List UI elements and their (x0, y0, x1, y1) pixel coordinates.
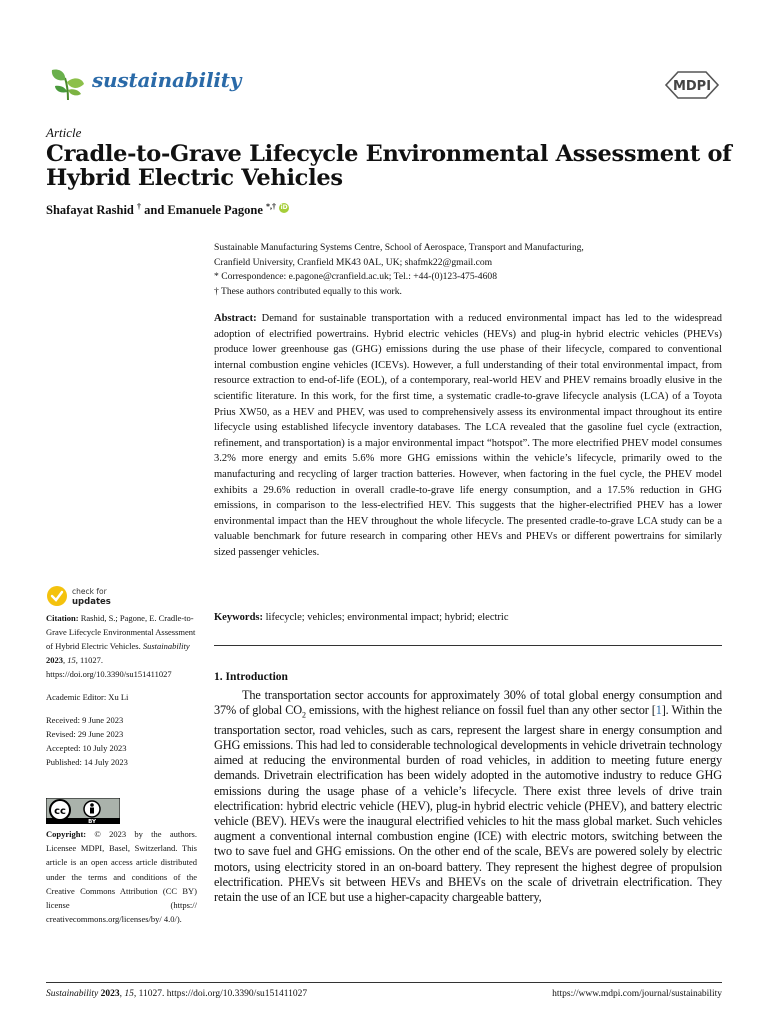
footer-doi[interactable]: , 11027. https://doi.org/10.3390/su151411027 (133, 989, 308, 999)
mdpi-logo-text: MDPI (672, 79, 712, 94)
mdpi-logo-icon (664, 68, 720, 102)
keywords-label: Keywords: (214, 612, 263, 623)
citation-text: Rashid, S.; Pagone, E. Cradle-to-Grave Lifecycle Environmental Assessment of Hybrid Electric Vehicles. (46, 613, 196, 651)
published-date: Published: 14 July 2023 (46, 757, 128, 767)
introduction-body (214, 688, 722, 905)
author-name: Emanuele Pagone (167, 203, 263, 218)
footer-text: , (119, 989, 125, 999)
footer-divider (46, 982, 722, 983)
abstract-text: Demand for sustainable transportation with a reduced environmental impact has led to the widespread adoption of electrified powertrains. Hybrid electric vehicles (HEVs) and plug-in hybrid electric vehicles (PHEVs) produce lower greenhouse gas (GHG) emissions during the use phase of their lifecycle, compared to conventional internal combustion engine vehicles (ICEVs). However, a full understanding of their total environmental impact, from resource extraction to end-of-life (EOL), of a contemporary, real-world HEV and PHEV remains broadly elusive in the scientific literature. In this work, for the first time, a systematic cradle-to-grave lifecycle analysis (LCA) of a Toyota Prius XW50, as a HEV and PHEV, was used to comprehensively assess its environmental impact throughout its entire lifecycle using established lifecycle inventory databases. The LCA revealed that the gasoline fuel cycle (extraction, refinement, and transportation) is a major environmental impact “hotspot”. The more electrified PHEV model consumes 3.2% more energy and emits 5.6% more GHG emissions within the vehicle’s lifecycle, primarily owed to the manufacturing and recycling of larger traction batteries. However, when factoring in the fuel cycle, the PHEV model exhibits a 29.6% reduction in overall cradle-to-grave life energy consumption, and a 17.5% reduction in GHG emissions, in comparison to the less-electrified HEV. This suggests that the higher-electrified PHEV has a lower environmental impact than the HEV throughout the whole lifecycle. The presented cradle-to-grave LCA study can be a valuable benchmark for future research in comparing other HEVs and PHEVs or different powertrains for similarly sized passenger vehicles. (214, 313, 722, 558)
cc-by-label: BY (88, 819, 96, 824)
citation-block (46, 611, 198, 681)
cc-by-license-badge[interactable] (46, 798, 120, 824)
citation-label: Citation: (46, 613, 79, 623)
author-separator: and (141, 203, 168, 218)
check-updates-line2: updates (72, 597, 111, 607)
article-info-sidebar (46, 611, 198, 769)
affiliation-block (214, 241, 744, 299)
received-date: Received: 9 June 2023 (46, 715, 124, 725)
article-type: Article (46, 125, 82, 140)
copyright-text: © 2023 by the authors. Licensee MDPI, Basel, Switzerland. This article is an open access article distributed under the terms and conditions of the Creative Commons Attribution (CC BY) license (https:// creativecommons.org/licenses/by/ 4.0/). (46, 829, 197, 925)
footer-journal-url[interactable]: https://www.mdpi.com/journal/sustainability (552, 989, 722, 999)
affiliation-line: Cranfield University, Cranfield MK43 0AL, UK; shafmk22@gmail.com (214, 256, 493, 268)
footer-year: 2023 (98, 989, 120, 999)
keywords-text: lifecycle; vehicles; environmental impact; hybrid; electric (263, 612, 509, 623)
section-divider (214, 645, 722, 646)
journal-name: sustainability (92, 68, 242, 92)
citation-text: , (63, 655, 68, 665)
affiliation-line: Sustainable Manufacturing Systems Centre, School of Aerospace, Transport and Manufacturing, (214, 242, 584, 253)
author-note-mark: *,† (266, 202, 277, 211)
citation-journal: Sustainability (142, 641, 190, 651)
footer-volume: 15 (124, 989, 134, 999)
footer-journal: Sustainability (46, 989, 99, 999)
paragraph-text: The transportation sector accounts for approximately 30% of total global energy consumption and 37% of global CO (214, 688, 722, 718)
section-heading: 1. Introduction (214, 671, 288, 683)
citation-doi[interactable]: , 11027. https://doi.org/10.3390/su151411027 (46, 655, 172, 679)
revised-date: Revised: 29 June 2023 (46, 729, 124, 739)
svg-text:cc: cc (54, 806, 66, 817)
author-list (46, 202, 289, 218)
paragraph (214, 688, 722, 905)
check-updates-icon (47, 586, 67, 606)
paragraph-text: ]. Within the transportation sector, road vehicles, such as cars, represent the largest share in energy consumption and GHG emissions. This had led to considerable technological developments in vehicle drivetrain technology aimed at reducing the environmental burden of road vehicles, in addition to meeting future energy demands. Drivetrain electrification has been widely adopted in the automotive industry to reduce GHG emissions during the usage phase of a vehicle’s lifecycle. There exist three levels of drive train electrification: hybrid electric vehicle (HEV), plug-in hybrid electric vehicle (PHEV), and battery electric vehicle (BEV). HEVs were the inaugural electrified vehicles to hit the mass global market. Such vehicles augment a conventional internal combustion engine (ICE) with electric motors, switching between the two to save fuel and GHG emissions. On the other end of the scale, BEVs are powered solely by electric motors, using electricity stored in an on-board battery. They represent the highest degree of propulsion electrification. PHEVs sit between HEVs and BHEVs on the scale of drivetrain electrification. They retain the use of an ICE but use a higher-capacity chargeable battery, (214, 703, 722, 905)
check-updates-line1: check for (72, 587, 107, 596)
article-title: Cradle-to-Grave Lifecycle Environmental Assessment of Hybrid Electric Vehicles (46, 141, 732, 191)
check-for-updates-badge[interactable] (46, 585, 136, 607)
equal-contribution-note: † These authors contributed equally to this work. (214, 285, 402, 297)
abstract (214, 311, 722, 561)
academic-editor: Academic Editor: Xu Li (46, 692, 129, 702)
citation-volume: 15 (67, 655, 76, 665)
orcid-icon[interactable]: iD (280, 204, 288, 211)
footer-citation (46, 989, 307, 999)
accepted-date: Accepted: 10 July 2023 (46, 743, 127, 753)
paragraph-text: emissions, with the highest reliance on fossil fuel than any other sector [ (305, 703, 656, 718)
copyright-label: Copyright: (46, 829, 87, 839)
keywords (214, 610, 722, 625)
citation-year: 2023 (46, 655, 63, 665)
copyright-notice (46, 827, 197, 926)
author-name: Shafayat Rashid (46, 203, 134, 218)
sustainability-leaf-logo-icon (48, 62, 88, 102)
citation-link[interactable]: 1 (655, 703, 662, 718)
author-note-mark: † (137, 202, 141, 211)
correspondence-line: * Correspondence: e.pagone@cranfield.ac.uk; Tel.: +44-(0)123-475-4608 (214, 271, 497, 282)
abstract-label: Abstract: (214, 313, 257, 324)
subscript: 2 (302, 710, 306, 720)
